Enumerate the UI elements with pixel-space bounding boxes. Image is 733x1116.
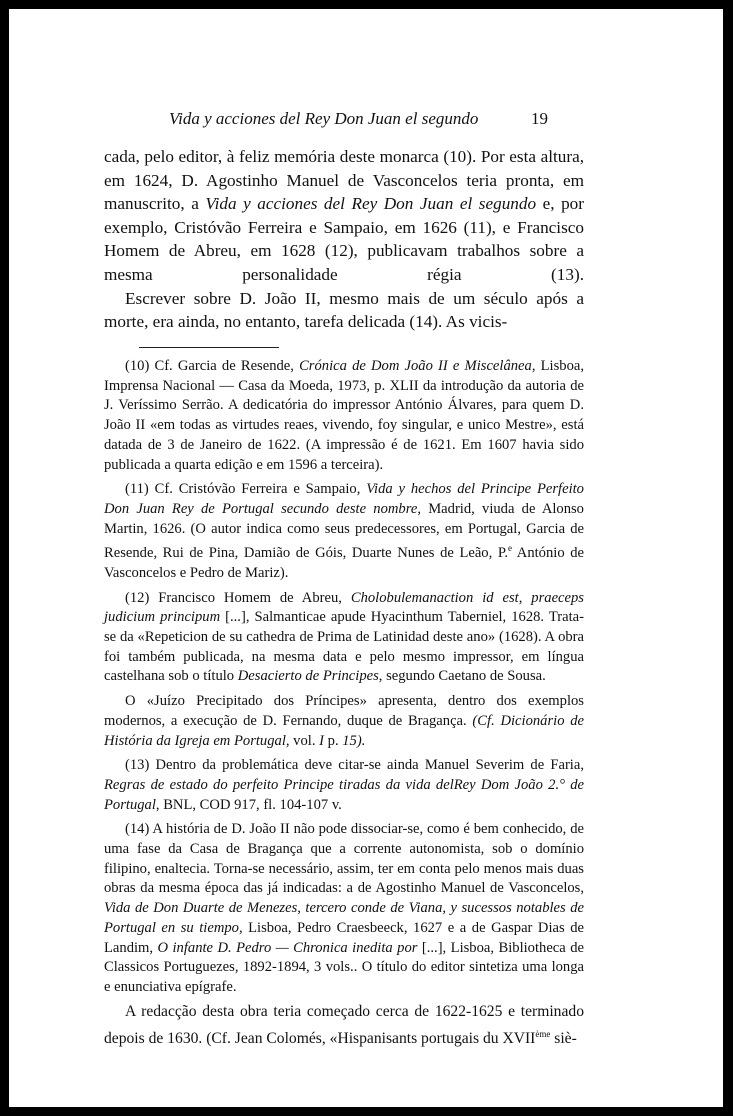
page-number: 19 [531,109,548,128]
body-paragraph-1 [104,145,584,287]
footnote-12 [104,589,584,688]
running-title: Vida y acciones del Rey Don Juan el segundo [169,109,479,128]
text-run: (13) Dentro da problemática deve citar-se ainda Manuel Severim de Faria, [125,757,584,774]
text-run: , Lisboa, Imprensa Nacional — Casa da Moeda, 1973, p. XLII da introdução da autoria de J. Veríssimo Serrão. A dedicatória do impressor António Álvares, para quem D. João II «em todas as virtudes reaes, vivendo, foy singular, e unico Mestre», está datada de 3 de Janeiro de 1622. (A impressão é de 1621. Em 1607 havia sido publicada a quarta edição e em 1596 a terceira). [104,358,584,473]
italic-text: I [319,732,324,749]
text-run: António de Vasconcelos e Pedro de Mariz). [104,545,584,581]
italic-title: O infante D. Pedro — Chronica inedita por [157,939,418,956]
text-run: , Madrid, viuda de Alonso Martin, 1626. (O autor indica como seus predecessores, em Portugal, Garcia de Resende, Rui de Pina, Damião de Góis, Duarte Nunes de Leão, P. [104,500,584,562]
text-run: siè- [550,1029,577,1047]
footnote-12-continued [104,692,584,751]
italic-title: Crónica de Dom João II e Miscelânea [299,358,532,374]
text-run: , BNL, COD 917, fl. 104-107 v. [155,796,342,813]
footnote-continuation [104,1001,584,1050]
main-text [104,145,584,334]
body-paragraph-2: Escrever sobre D. João II, mesmo mais de um século após a morte, era ainda, no entanto, tarefa delicada (14). As vicis- [104,288,584,332]
footnote-rule [139,347,279,348]
italic-title: Vida de Don Duarte de Menezes, tercero conde de Viana, y sucessos notables de Portugal en su tiempo [104,900,584,936]
superscript: e [508,543,512,554]
italic-text: 15). [342,732,366,749]
running-header [9,109,723,133]
text-run: (11) Cf. Cristóvão Ferreira e Sampaio, [125,481,367,498]
text-run: A redacção desta obra teria começado cerca de 1622-1625 e terminado depois de 1630. (Cf. Jean Colomés, «Hispanisants portugais du XVII [104,1002,584,1047]
superscript: ème [535,1028,551,1039]
text-run: (14) A história de D. João II não pode dissociar-se, como é bem conhecido, de uma fase da Casa de Bragança que a corrente autonomista, sob o domínio filipino, enaltecia. Torna-se necessário, assim, ter em conta pelo menos mais duas obras da mesma época das já indicadas: a de Agostinho Manuel de Vasconcelos, [104,821,584,897]
italic-title: Desacierto de Principes [237,668,379,685]
text-run: [...], Salmanticae apude Hyacinthum Taberniel, 1628. Trata-se da «Repeticion de su cathedra de Prima de Latinidad deste ano» (1628). A obra foi também publicada, na mesma data e pelo mesmo impressor, em língua castelhana sob o título [104,609,584,685]
text-run: (12) Francisco Homem de Abreu, [125,589,351,606]
text-run: (10) Cf. Garcia de Resende, [125,358,300,374]
text-run: e, por exemplo, Cristóvão Ferreira e Sampaio, em 1626 (11), e Francisco Homem de Abreu, em 1628 (12), publicavam trabalhos sobre a mesma personalidade régia (13). [104,194,584,284]
footnote-11 [104,480,584,583]
footnote-13 [104,756,584,815]
text-run: vol. [289,732,320,749]
page [9,9,723,1107]
italic-title: Vida y hechos del Principe Perfeito Don Juan Rey de Portugal secundo deste nombre [104,481,584,517]
italic-title: Vida y acciones del Rey Don Juan el segundo [205,194,537,214]
text-run: cada, pelo editor, à feliz memória deste monarca (10). Por esta altura, em 1624, D. Agostinho Manuel de Vasconcelos teria pronta, em manuscrito, a [104,147,584,214]
footnotes [104,357,584,1050]
footnote-10 [104,357,584,475]
text-run: , segundo Caetano de Sousa. [378,668,546,685]
text-run: O «Juízo Precipitado dos Príncipes» apresenta, dentro dos exemplos modernos, a execução de D. Fernando, duque de Bragança. [104,693,584,729]
text-run: , Lisboa, Pedro Craesbeeck, 1627 e a de Gaspar Dias de Landim, [104,919,584,956]
italic-title: (Cf. Dicionário de História da Igreja em Portugal, [104,712,584,749]
footnote-14-continued [104,1001,584,1050]
text-run: p. [324,732,343,749]
text-run: [...], Lisboa, Bibliotheca de Classicos Portuguezes, 1892-1894, 3 vols.. O título do editor sintetiza uma longa e enunciativa epígrafe. [104,939,584,995]
italic-title: Regras de estado do perfeito Principe tiradas da vida delRey Dom João 2.° de Portugal [104,776,584,813]
italic-title: Cholobulemanaction id est, praeceps judicium principum [104,589,584,626]
footnote-14 [104,820,584,997]
